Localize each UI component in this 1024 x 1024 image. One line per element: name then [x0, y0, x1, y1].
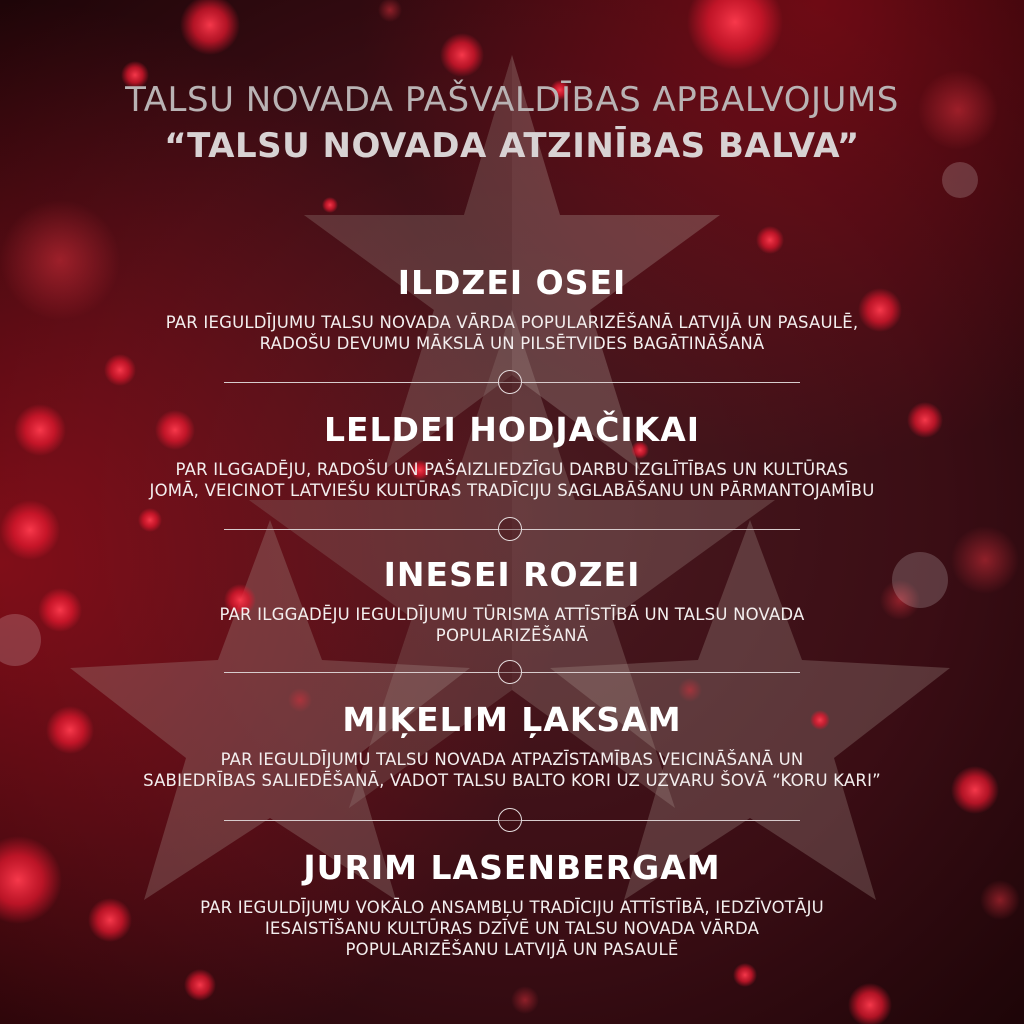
- section-divider: [224, 370, 800, 396]
- section-divider: [224, 517, 800, 543]
- poster-subtitle: “TALSU NOVADA ATZINĪBAS BALVA”: [164, 126, 860, 166]
- description-line: POPULARIZĒŠANĀ: [435, 626, 589, 645]
- awardee-name: LELDEI HODJAČIKAI: [323, 410, 701, 449]
- award-block: [0, 410, 1024, 501]
- awardee-name: JURIM LASENBERGAM: [303, 848, 721, 887]
- award-description: [0, 604, 1024, 646]
- award-block: [0, 263, 1024, 354]
- description-line: PAR IEGULDĪJUMU TALSU NOVADA ATPAZĪSTAMĪBAS VEICINĀŠANĀ UN: [220, 750, 804, 769]
- award-block: [0, 848, 1024, 960]
- description-line: PAR IEGULDĪJUMU TALSU NOVADA VĀRDA POPULARIZĒŠANĀ LATVIJĀ UN PASAULĒ,: [165, 313, 859, 332]
- description-line: PAR ILGGADĒJU, RADOŠU UN PAŠAIZLIEDZĪGU DARBU IZGLĪTĪBAS UN KULTŪRAS: [175, 460, 849, 479]
- awardee-name: INESEI ROZEI: [383, 555, 641, 594]
- award-description: [0, 312, 1024, 354]
- section-divider: [224, 660, 800, 686]
- award-block: [0, 700, 1024, 791]
- award-description: [0, 749, 1024, 791]
- award-block: [0, 555, 1024, 646]
- description-line: PAR ILGGADĒJU IEGULDĪJUMU TŪRISMA ATTĪSTĪBĀ UN TALSU NOVADA: [219, 605, 805, 624]
- description-line: PAR IEGULDĪJUMU VOKĀLO ANSAMBĻU TRADĪCIJU ATTĪSTĪBĀ, IEDZĪVOTĀJU: [200, 898, 824, 917]
- award-description: [0, 897, 1024, 960]
- awardee-name: MIĶELIM ĻAKSAM: [342, 700, 682, 739]
- description-line: RADOŠU DEVUMU MĀKSLĀ UN PILSĒTVIDES BAGĀTINĀŠANĀ: [259, 334, 765, 353]
- description-line: JOMĀ, VEICINOT LATVIEŠU KULTŪRAS TRADĪCIJU SAGLABĀŠANU UN PĀRMANTOJAMĪBU: [149, 481, 875, 500]
- description-line: SABIEDRĪBAS SALIEDĒŠANĀ, VADOT TALSU BALTO KORI UZ UZVARU ŠOVĀ “KORU KARI”: [143, 771, 881, 790]
- description-line: IESAISTĪŠANU KULTŪRAS DZĪVĒ UN TALSU NOVADA VĀRDA: [264, 919, 760, 938]
- poster-title: TALSU NOVADA PAŠVALDĪBAS APBALVOJUMS: [125, 80, 899, 120]
- section-divider: [224, 808, 800, 834]
- awardee-name: ILDZEI OSEI: [397, 263, 627, 302]
- award-description: [0, 459, 1024, 501]
- description-line: POPULARIZĒŠANU LATVIJĀ UN PASAULĒ: [345, 940, 679, 959]
